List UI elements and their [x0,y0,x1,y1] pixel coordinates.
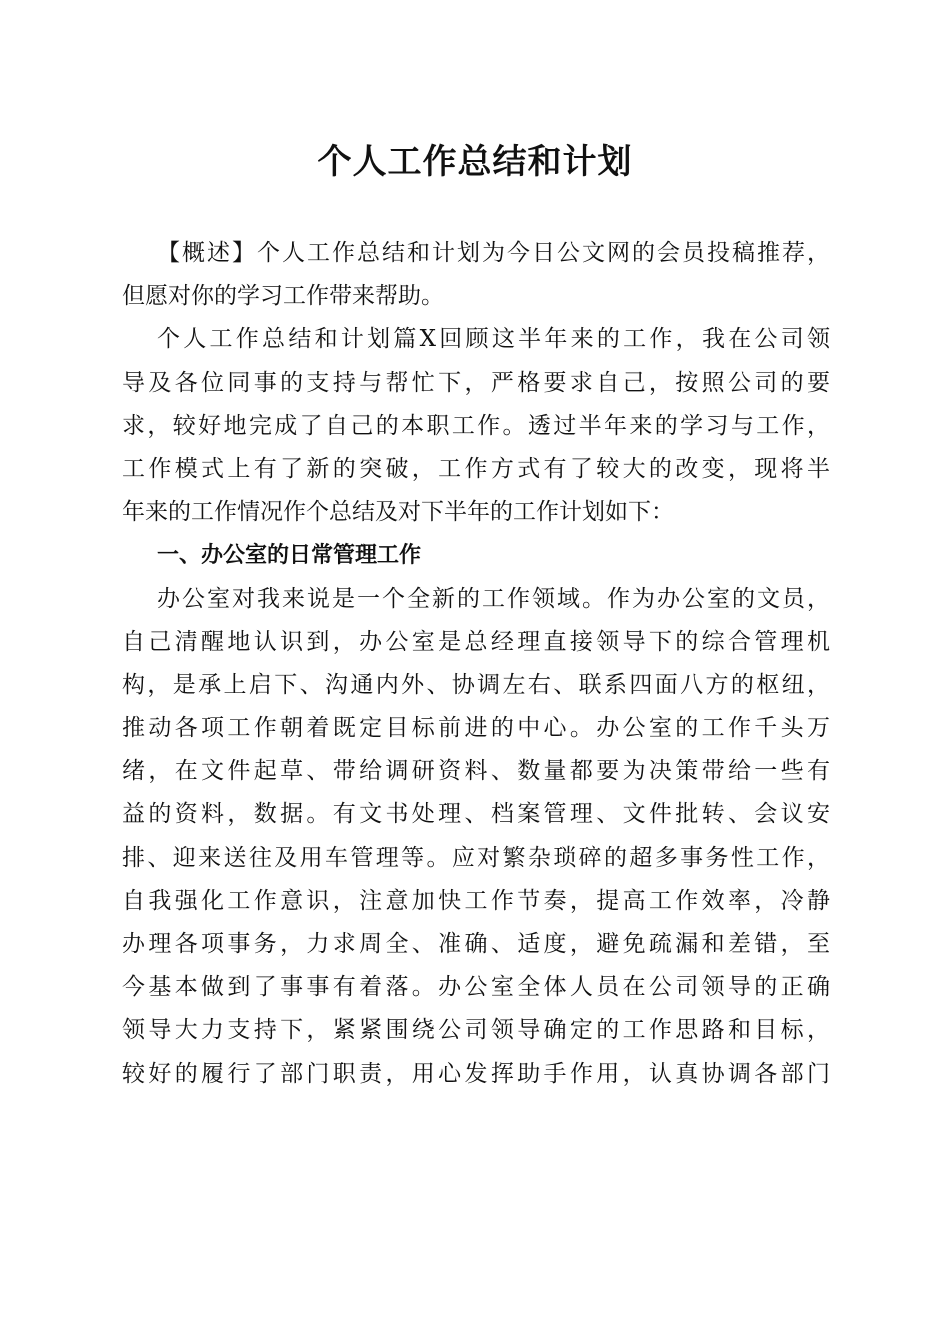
document-body [122,232,830,1096]
paragraph-line: 求，较好地完成了自己的本职工作。透过半年来的学习与工作， [122,412,830,439]
paragraph-line: 【概述】个人工作总结和计划为今日公文网的会员投稿推荐， [157,240,830,266]
paragraph-line: 办理各项事务，力求周全、准确、适度，避免疏漏和差错，至 [122,931,830,957]
paragraph-line: 今基本做到了事事有着落。办公室全体人员在公司领导的正确 [122,974,830,1001]
paragraph-line: 自我强化工作意识，注意加快工作节奏，提高工作效率，冷静 [122,887,830,914]
paragraph-line: 个人工作总结和计划篇X回顾这半年来的工作，我在公司领 [157,326,830,353]
document-title: 个人工作总结和计划 [317,142,633,182]
paragraph-line: 自己清醒地认识到，办公室是总经理直接领导下的综合管理机 [122,628,830,655]
section-heading: 一、办公室的日常管理工作 [157,543,422,569]
paragraph-line: 较好的履行了部门职责，用心发挥助手作用，认真协调各部门 [122,1060,830,1087]
paragraph-line: 领导大力支持下，紧紧围绕公司领导确定的工作思路和目标， [122,1017,830,1044]
paragraph-line: 益的资料，数据。有文书处理、档案管理、文件批转、会议安 [122,801,830,828]
paragraph-line: 绪，在文件起草、带给调研资料、数量都要为决策带给一些有 [122,758,830,785]
paragraph-line: 构，是承上启下、沟通内外、协调左右、联系四面八方的枢纽， [122,671,830,698]
paragraph-line: 推动各项工作朝着既定目标前进的中心。办公室的工作千头万 [122,715,830,742]
paragraph-line: 导及各位同事的支持与帮忙下，严格要求自己，按照公司的要 [122,369,830,396]
paragraph-line: 但愿对你的学习工作带来帮助。 [122,283,444,310]
paragraph-line: 年来的工作情况作个总结及对下半年的工作计划如下： [122,499,674,526]
paragraph-line: 排、迎来送往及用车管理等。应对繁杂琐碎的超多事务性工作， [122,844,830,871]
paragraph-line: 工作模式上有了新的突破，工作方式有了较大的改变，现将半 [122,455,830,482]
paragraph-line: 办公室对我来说是一个全新的工作领域。作为办公室的文员， [157,585,830,612]
